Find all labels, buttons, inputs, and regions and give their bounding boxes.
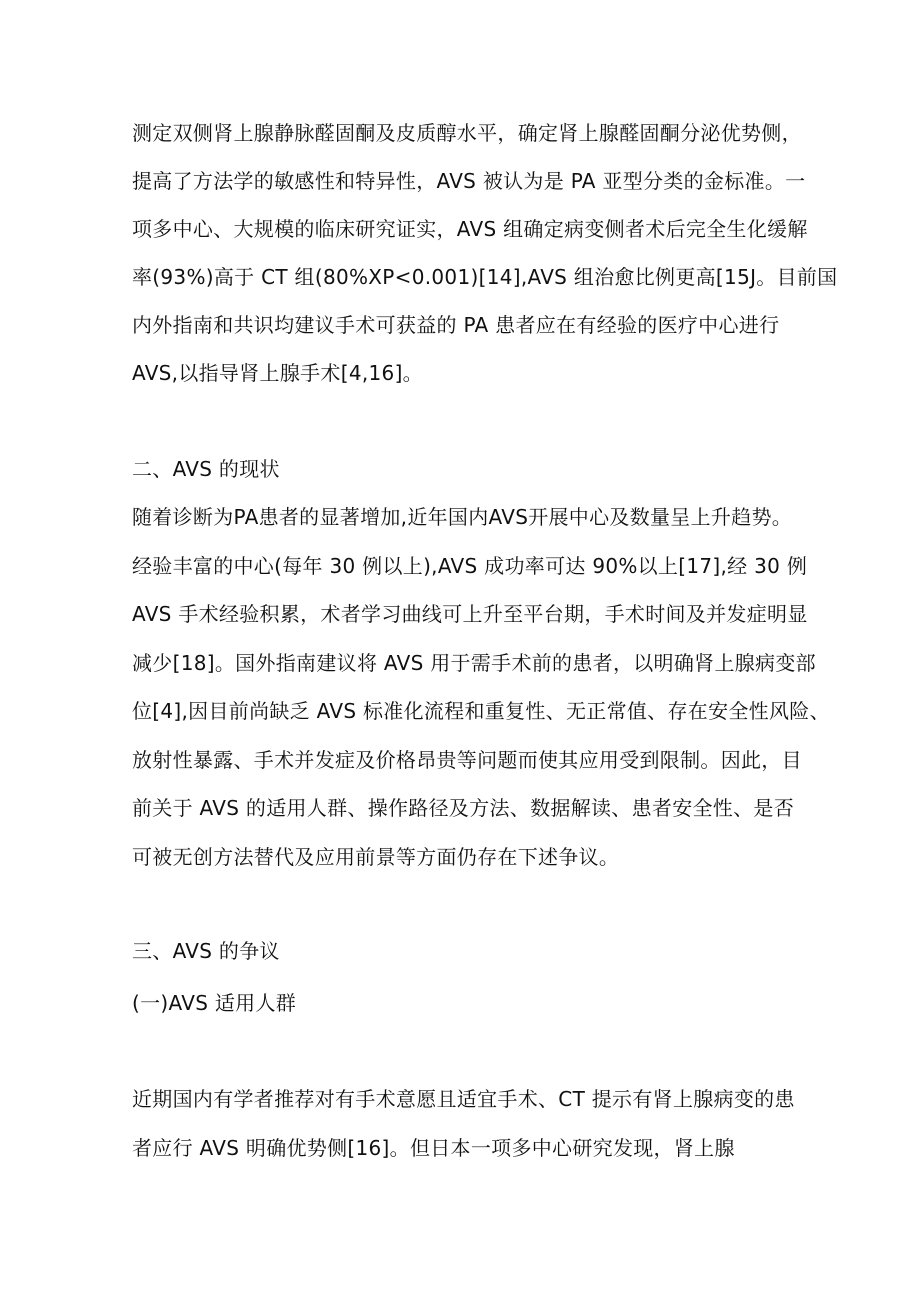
section-heading: 三、AVS 的争议 (132, 939, 280, 963)
paragraph-line: 近期国内有学者推荐对有手术意愿且适宜手术、CT 提示有肾上腺病变的患 (132, 1087, 795, 1111)
paragraph-line: 前关于 AVS 的适用人群、操作路径及方法、数据解读、患者安全性、是否 (132, 796, 794, 820)
paragraph-line: 内外指南和共识均建议手术可获益的 PA 患者应在有经验的医疗中心进行 (132, 313, 780, 337)
paragraph-line: 提高了方法学的敏感性和特异性，AVS 被认为是 PA 亚型分类的金标准。一 (132, 169, 806, 193)
paragraph-line: 可被无创方法替代及应用前景等方面仍存在下述争议。 (132, 845, 620, 869)
paragraph-line: 项多中心、大规模的临床研究证实，AVS 组确定病变侧者术后完全生化缓解 (132, 217, 808, 241)
paragraph-line: 测定双侧肾上腺静脉醛固酮及皮质醇水平，确定肾上腺醛固酮分泌优势侧， (132, 121, 802, 145)
paragraph-line: 经验丰富的中心(每年 30 例以上),AVS 成功率可达 90%以上[17],经 30 例 (132, 554, 808, 578)
paragraph-line: AVS,以指导肾上腺手术[4,16]。 (132, 361, 423, 385)
paragraph-line: AVS 手术经验积累，术者学习曲线可上升至平台期，手术时间及并发症明显 (132, 602, 808, 626)
paragraph-line: 减少[18]。国外指南建议将 AVS 用于需手术前的患者，以明确肾上腺病变部 (132, 651, 816, 675)
section-heading: 二、AVS 的现状 (132, 457, 280, 481)
paragraph-line: 放射性暴露、手术并发症及价格昂贵等问题而使其应用受到限制。因此，目 (132, 748, 802, 772)
paragraph-line: 位[4],因目前尚缺乏 AVS 标准化流程和重复性、无正常值、存在安全性风险、 (132, 699, 830, 723)
paragraph-line: 者应行 AVS 明确优势侧[16]。但日本一项多中心研究发现，肾上腺 (132, 1136, 735, 1160)
subsection-heading: (一)AVS 适用人群 (132, 991, 297, 1015)
paragraph-line: 随着诊断为PA患者的显著增加,近年国内AVS开展中心及数量呈上升趋势。 (132, 505, 793, 529)
paragraph-line: 率(93%)高于 CT 组(80%XP<0.001)[14],AVS 组治愈比例更高[15J。目前国 (132, 265, 838, 289)
